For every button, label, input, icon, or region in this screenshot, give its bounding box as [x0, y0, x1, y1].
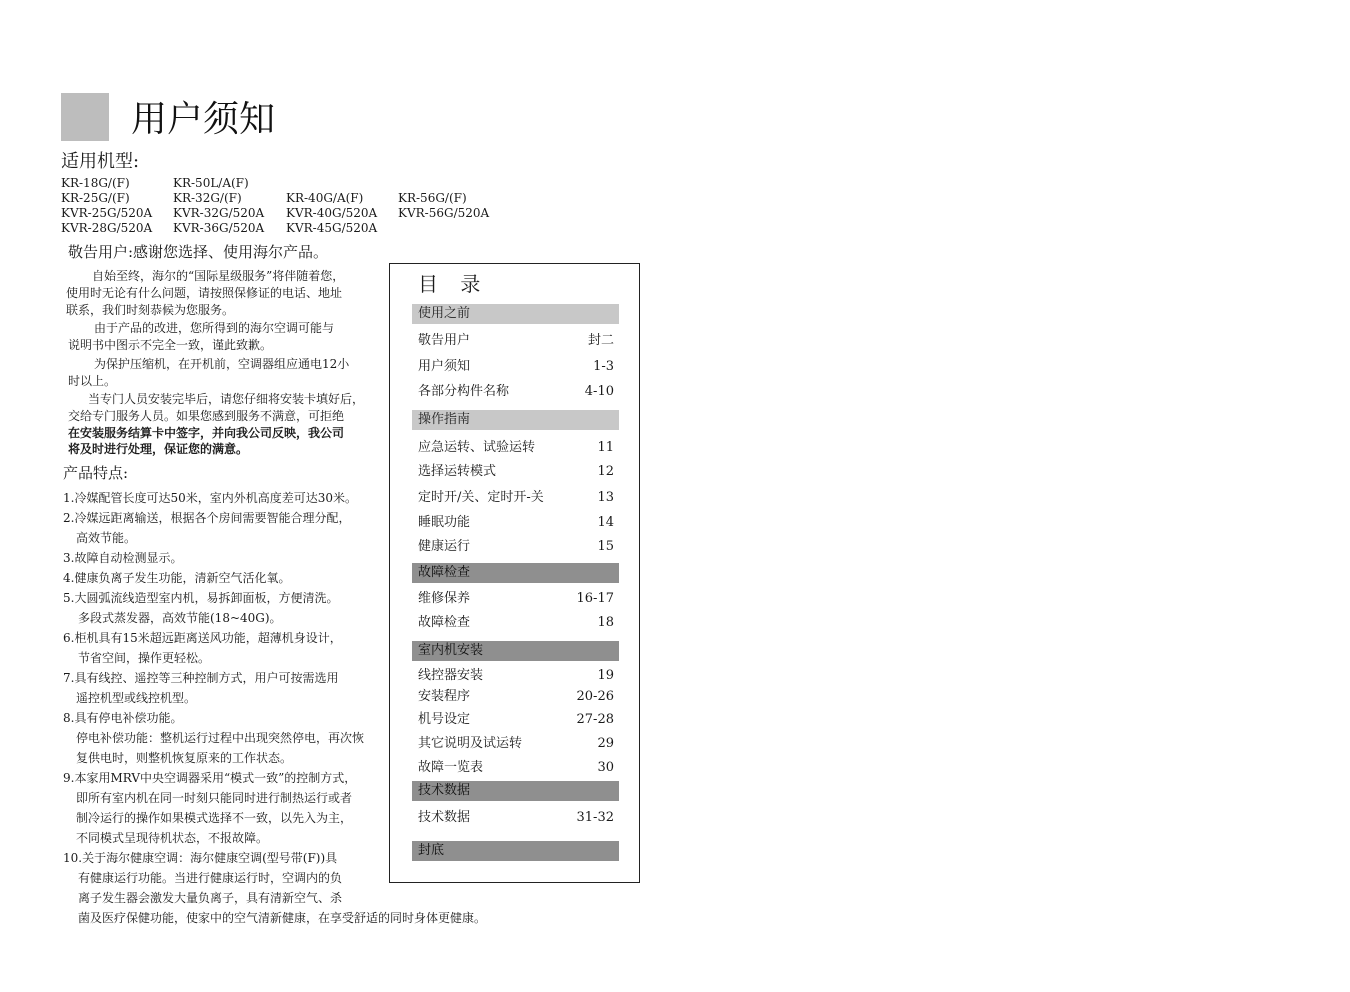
feature-line: 7.具有线控、遥控等三种控制方式，用户可按需选用 [63, 671, 339, 685]
feature-line: 6.柜机具有15米超远距离送风功能，超薄机身设计， [63, 631, 342, 645]
toc-item-page: 29 [597, 736, 614, 751]
toc-item-page: 11 [597, 440, 614, 455]
feature-line: 制冷运行的操作如果模式选择不一致，以先入为主， [76, 811, 353, 825]
feature-line: 5.大圆弧流线造型室内机，易拆卸面板，方便清洗。 [63, 591, 339, 605]
feature-line: 节省空间，操作更轻松。 [78, 651, 211, 665]
feature-line: 即所有室内机在同一时刻只能同时进行制热运行或者 [76, 791, 353, 805]
feature-line: 多段式蒸发器，高效节能(18~40G)。 [78, 611, 282, 625]
toc-item-page: 18 [597, 615, 614, 630]
toc-item-page: 20-26 [576, 689, 614, 704]
greeting-line-bold: 将及时进行处理，保证您的满意。 [68, 442, 249, 456]
toc-item-label: 应急运转、试验运转 [418, 440, 536, 455]
greeting-line: 由于产品的改进，您所得到的海尔空调可能与 [94, 321, 335, 335]
toc-item-label: 安装程序 [418, 689, 471, 704]
feature-line: 离子发生器会激发大量负离子，具有清新空气、杀 [78, 891, 343, 905]
feature-line: 2.冷媒远距离输送，根据各个房间需要智能合理分配， [63, 511, 351, 525]
greeting-line: 交给专门服务人员。如果您感到服务不满意，可拒绝 [68, 409, 345, 423]
feature-line: 1.冷媒配管长度可达50米，室内外机高度差可达30米。 [63, 491, 357, 505]
feature-line: 9.本家用MRV中央空调器采用“模式一致”的控制方式， [63, 771, 357, 785]
model-code: KVR-40G/520A [286, 206, 378, 220]
toc-item-page: 27-28 [576, 712, 614, 727]
toc-item-label: 选择运转模式 [418, 464, 497, 479]
greeting-line: 时以上。 [68, 374, 117, 388]
greeting-heading: 敬告用户:感谢您选择、使用海尔产品。 [68, 243, 329, 261]
toc-section-operation: 操作指南 [412, 410, 619, 430]
toc-item-page: 12 [597, 464, 614, 479]
toc-item-label: 其它说明及试运转 [418, 736, 523, 751]
toc-item-label: 睡眠功能 [418, 515, 471, 530]
toc-item-label: 用户须知 [418, 359, 471, 374]
toc-title: 目 录 [418, 272, 489, 296]
toc-section-back-cover: 封底 [412, 841, 619, 861]
toc-item-page: 4-10 [584, 384, 614, 399]
greeting-line-bold: 在安装服务结算卡中签字，并向我公司反映，我公司 [68, 426, 345, 440]
toc-item-label: 健康运行 [418, 539, 471, 554]
models-heading: 适用机型: [61, 151, 140, 172]
feature-line: 10.关于海尔健康空调：海尔健康空调(型号带(F))具 [63, 851, 338, 865]
title-marker-block [61, 93, 109, 141]
toc-section-troubleshooting: 故障检查 [412, 563, 619, 583]
model-code: KR-25G/(F) [61, 191, 130, 205]
toc-item-label: 敬告用户 [418, 333, 471, 348]
toc-item-label: 维修保养 [418, 591, 471, 606]
model-code: KR-50L/A(F) [173, 176, 249, 190]
feature-line: 高效节能。 [76, 531, 137, 545]
model-code: KR-18G/(F) [61, 176, 130, 190]
toc-item-label: 故障检查 [418, 615, 471, 630]
feature-line: 遥控机型或线控机型。 [76, 691, 197, 705]
toc-item-label: 定时开/关、定时开-关 [418, 490, 544, 505]
model-code: KR-40G/A(F) [286, 191, 364, 205]
greeting-line: 联系，我们时刻恭候为您服务。 [66, 303, 235, 317]
toc-item-page: 13 [597, 490, 614, 505]
feature-line: 8.具有停电补偿功能。 [63, 711, 183, 725]
toc-item-page: 14 [597, 515, 614, 530]
greeting-line: 自始至终，海尔的“国际星级服务”将伴随着您， [92, 269, 345, 283]
model-code: KVR-56G/520A [398, 206, 490, 220]
toc-item-page: 31-32 [576, 810, 614, 825]
feature-line: 3.故障自动检测显示。 [63, 551, 183, 565]
model-code: KVR-32G/520A [173, 206, 265, 220]
feature-line: 不同模式呈现待机状态，不报故障。 [76, 831, 269, 845]
model-code: KR-56G/(F) [398, 191, 467, 205]
feature-line: 停电补偿功能：整机运行过程中出现突然停电，再次恢 [76, 731, 365, 745]
toc-item-page: 封二 [587, 333, 614, 348]
toc-item-page: 15 [597, 539, 614, 554]
toc-item-label: 技术数据 [418, 810, 471, 825]
toc-item-page: 16-17 [576, 591, 614, 606]
greeting-line: 当专门人员安装完毕后，请您仔细将安装卡填好后， [88, 392, 365, 406]
feature-line: 菌及医疗保健功能，使家中的空气清新健康，在享受舒适的同时身体更健康。 [78, 911, 487, 925]
greeting-line: 说明书中图示不完全一致，谨此致歉。 [68, 338, 273, 352]
toc-item-label: 机号设定 [418, 712, 471, 727]
table-of-contents [389, 263, 640, 883]
toc-item-page: 19 [597, 668, 614, 683]
toc-item-label: 线控器安装 [418, 668, 484, 683]
toc-item-page: 30 [597, 760, 614, 775]
greeting-line: 为保护压缩机，在开机前，空调器组应通电12小 [94, 357, 350, 371]
toc-item-page: 1-3 [593, 359, 614, 374]
toc-section-before-use: 使用之前 [412, 304, 619, 324]
greeting-line: 使用时无论有什么问题，请按照保修证的电话、地址 [66, 286, 343, 300]
toc-section-tech-data: 技术数据 [412, 781, 619, 801]
feature-line: 有健康运行功能。当进行健康运行时，空调内的负 [78, 871, 343, 885]
toc-item-label: 故障一览表 [418, 760, 484, 775]
feature-line: 4.健康负离子发生功能，清新空气活化氧。 [63, 571, 291, 585]
model-code: KVR-25G/520A [61, 206, 153, 220]
model-code: KR-32G/(F) [173, 191, 242, 205]
page-title: 用户须知 [131, 99, 276, 140]
model-code: KVR-45G/520A [286, 221, 378, 235]
model-code: KVR-28G/520A [61, 221, 153, 235]
features-heading: 产品特点: [63, 464, 129, 482]
toc-section-indoor-install: 室内机安装 [412, 641, 619, 661]
toc-item-label: 各部分构件名称 [418, 384, 510, 399]
feature-line: 复供电时，则整机恢复原来的工作状态。 [76, 751, 293, 765]
model-code: KVR-36G/520A [173, 221, 265, 235]
